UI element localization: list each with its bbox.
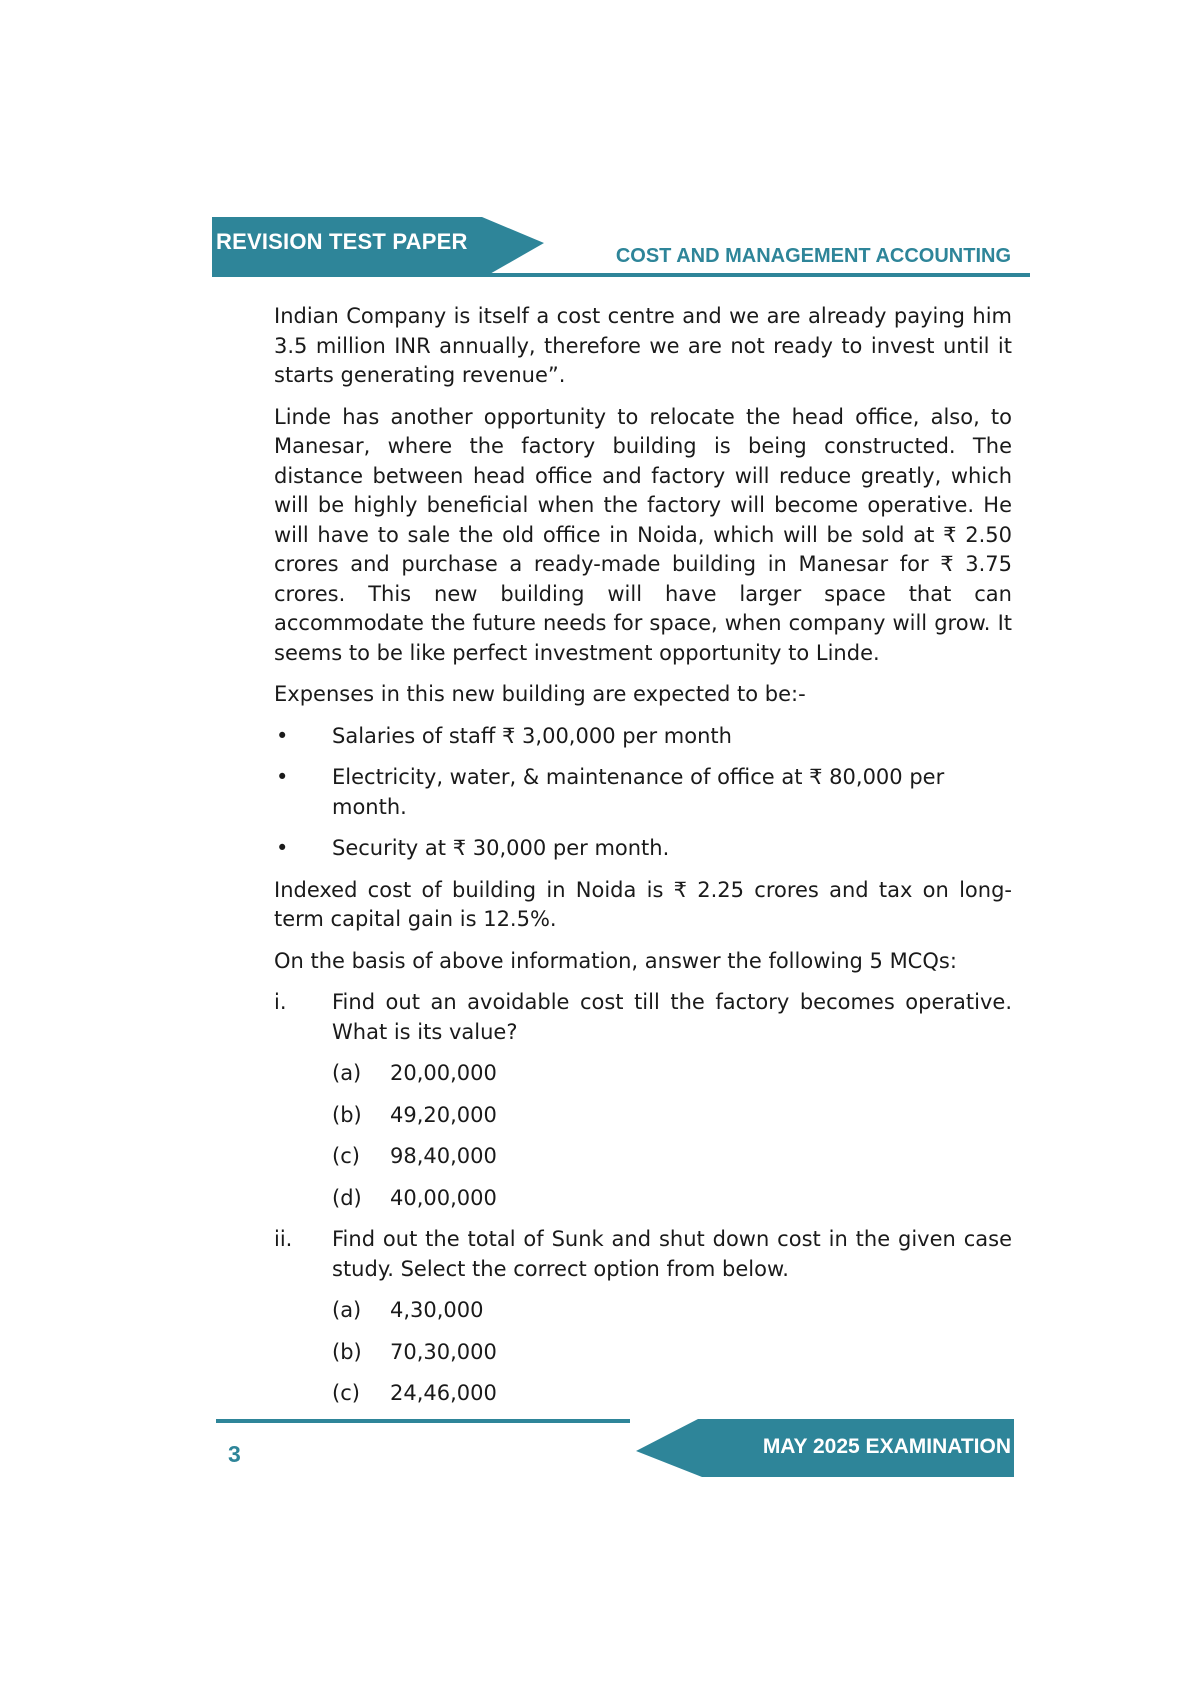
option (332, 1296, 1012, 1326)
option-value: 98,40,000 (390, 1144, 497, 1168)
bullet-text: Electricity, water, & maintenance of office at ₹ 80,000 per month. (332, 765, 945, 819)
bullet-icon: • (276, 765, 289, 789)
option (332, 1059, 1012, 1089)
bullet-item (274, 763, 1012, 822)
option-label: (b) (332, 1102, 362, 1127)
option-label: (c) (332, 1381, 360, 1405)
paragraph: On the basis of above information, answer the following 5 MCQs: (274, 948, 957, 973)
option-value: 70,30,000 (390, 1339, 497, 1364)
header-rule (212, 273, 1030, 277)
option-label: (a) (332, 1298, 362, 1322)
header-title: REVISION TEST PAPER (216, 229, 468, 254)
option-value: 24,46,000 (390, 1381, 497, 1405)
page-number: 3 (228, 1441, 241, 1467)
bullet-item (274, 834, 1012, 864)
question-text: Find out the total of Sunk and shut down cost in the given case study. Select the correct option from below. (332, 1227, 1012, 1281)
option (332, 1379, 1012, 1409)
footer-exam-label: MAY 2025 EXAMINATION (762, 1435, 1011, 1458)
paragraph: Linde has another opportunity to relocate the head office, also, to Manesar, where the factory building is being constructed. The distance between head office and factory will reduce greatly, which will be highly beneficial when the factory will become operative. He will have to sale the old office in Noida, which will be sold at ₹ 2.50 crores and purchase a ready-made building in Manesar for ₹ 3.75 crores. This new building will have larger space that can accommodate the future needs for space, when company will grow. It seems to be like perfect investment opportunity to Linde. (274, 404, 1012, 665)
option-label: (c) (332, 1144, 360, 1168)
option-list (332, 1296, 1012, 1409)
option (332, 1142, 1012, 1172)
footer-rule (216, 1419, 630, 1423)
option (332, 1184, 1012, 1214)
bullet-text: Security at ₹ 30,000 per month. (332, 836, 670, 860)
option-value: 4,30,000 (390, 1298, 484, 1322)
question-number: i. (274, 990, 287, 1014)
header-subject: COST AND MANAGEMENT ACCOUNTING (615, 245, 1011, 267)
question-text: Find out an avoidable cost till the factory becomes operative. What is its value? (332, 990, 1012, 1044)
question-number: ii. (274, 1227, 293, 1251)
option-value: 20,00,000 (390, 1061, 497, 1085)
bullet-item (274, 722, 1012, 752)
page-content (274, 302, 1012, 1421)
question (274, 988, 1012, 1047)
option-list (332, 1059, 1012, 1213)
bullet-text: Salaries of staff ₹ 3,00,000 per month (332, 723, 732, 748)
option-value: 49,20,000 (390, 1102, 497, 1127)
bullet-icon: • (276, 723, 289, 748)
bullet-icon: • (276, 836, 289, 860)
question (274, 1225, 1012, 1284)
option (332, 1338, 1012, 1368)
option-value: 40,00,000 (390, 1185, 497, 1210)
option-label: (d) (332, 1185, 362, 1210)
option-label: (b) (332, 1339, 362, 1364)
paragraph: Indexed cost of building in Noida is ₹ 2.25 crores and tax on long-term capital gain is 12.5%. (274, 877, 1012, 931)
option-label: (a) (332, 1061, 362, 1085)
paragraph: Indian Company is itself a cost centre and we are already paying him 3.5 million INR annually, therefore we are not ready to invest until it starts generating revenue”. (274, 304, 1012, 387)
paragraph: Expenses in this new building are expected to be:- (274, 682, 806, 706)
option (332, 1101, 1012, 1131)
